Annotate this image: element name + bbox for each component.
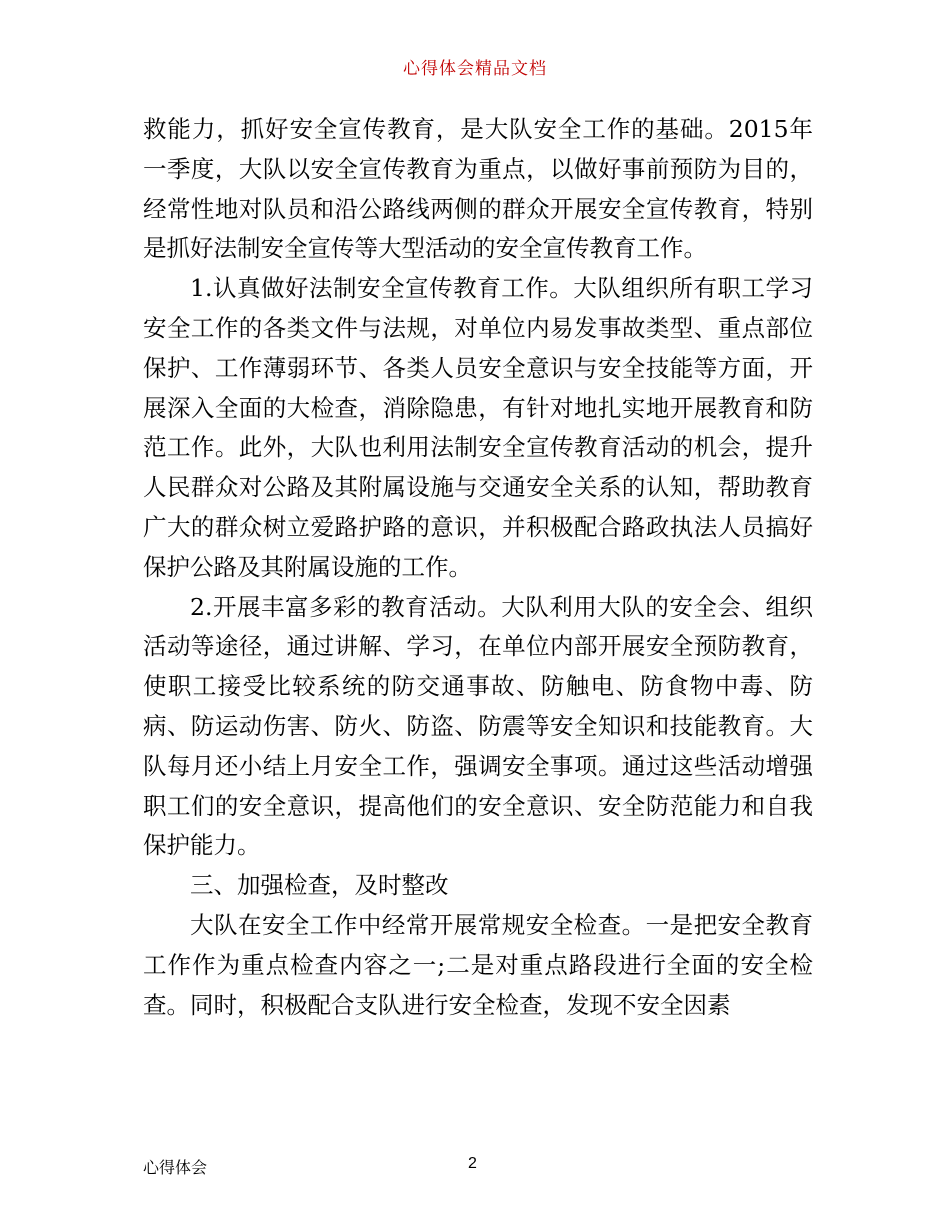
- paragraph-item-2: 2.开展丰富多彩的教育活动。大队利用大队的安全会、组织活动等途径，通过讲解、学习，在单位内部开展安全预防教育，使职工接受比较系统的防交通事故、防触电、防食物中毒、防病、防运动伤害、防火、防盗、防震等安全知识和技能教育。大队每月还小结上月安全工作，强调安全事项。通过这些活动增强职工们的安全意识，提高他们的安全意识、安全防范能力和自我保护能力。: [143, 592, 813, 860]
- paragraph-continuation: 救能力，抓好安全宣传教育，是大队安全工作的基础。2015年一季度，大队以安全宣传教育为重点，以做好事前预防为目的，经常性地对队员和沿公路线两侧的群众开展安全宣传教育，特别是抓好法制安全宣传等大型活动的安全宣传教育工作。: [143, 115, 813, 263]
- document-header-title: 心得体会精品文档: [403, 59, 547, 79]
- section-heading: 三、加强检查，及时整改: [190, 871, 449, 900]
- paragraph-item-1: 1.认真做好法制安全宣传教育工作。大队组织所有职工学习安全工作的各类文件与法规，对单位内易发事故类型、重点部位保护、工作薄弱环节、各类人员安全意识与安全技能等方面，开展深入全面的大检查，消除隐患，有针对地扎实地开展教育和防范工作。此外，大队也利用法制安全宣传教育活动的机会，提升人民群众对公路及其附属设施与交通安全关系的认知，帮助教育广大的群众树立爱路护路的意识，并积极配合路政执法人员搞好保护公路及其附属设施的工作。: [143, 274, 813, 581]
- paragraph-section-3: 大队在安全工作中经常开展常规安全检查。一是把安全教育工作作为重点检查内容之一;二是对重点路段进行全面的安全检查。同时，积极配合支队进行安全检查，发现不安全因素: [143, 910, 813, 1019]
- document-body: [143, 110, 813, 1025]
- page-number: 2: [468, 1155, 477, 1172]
- footer-label: 心得体会: [143, 1158, 208, 1177]
